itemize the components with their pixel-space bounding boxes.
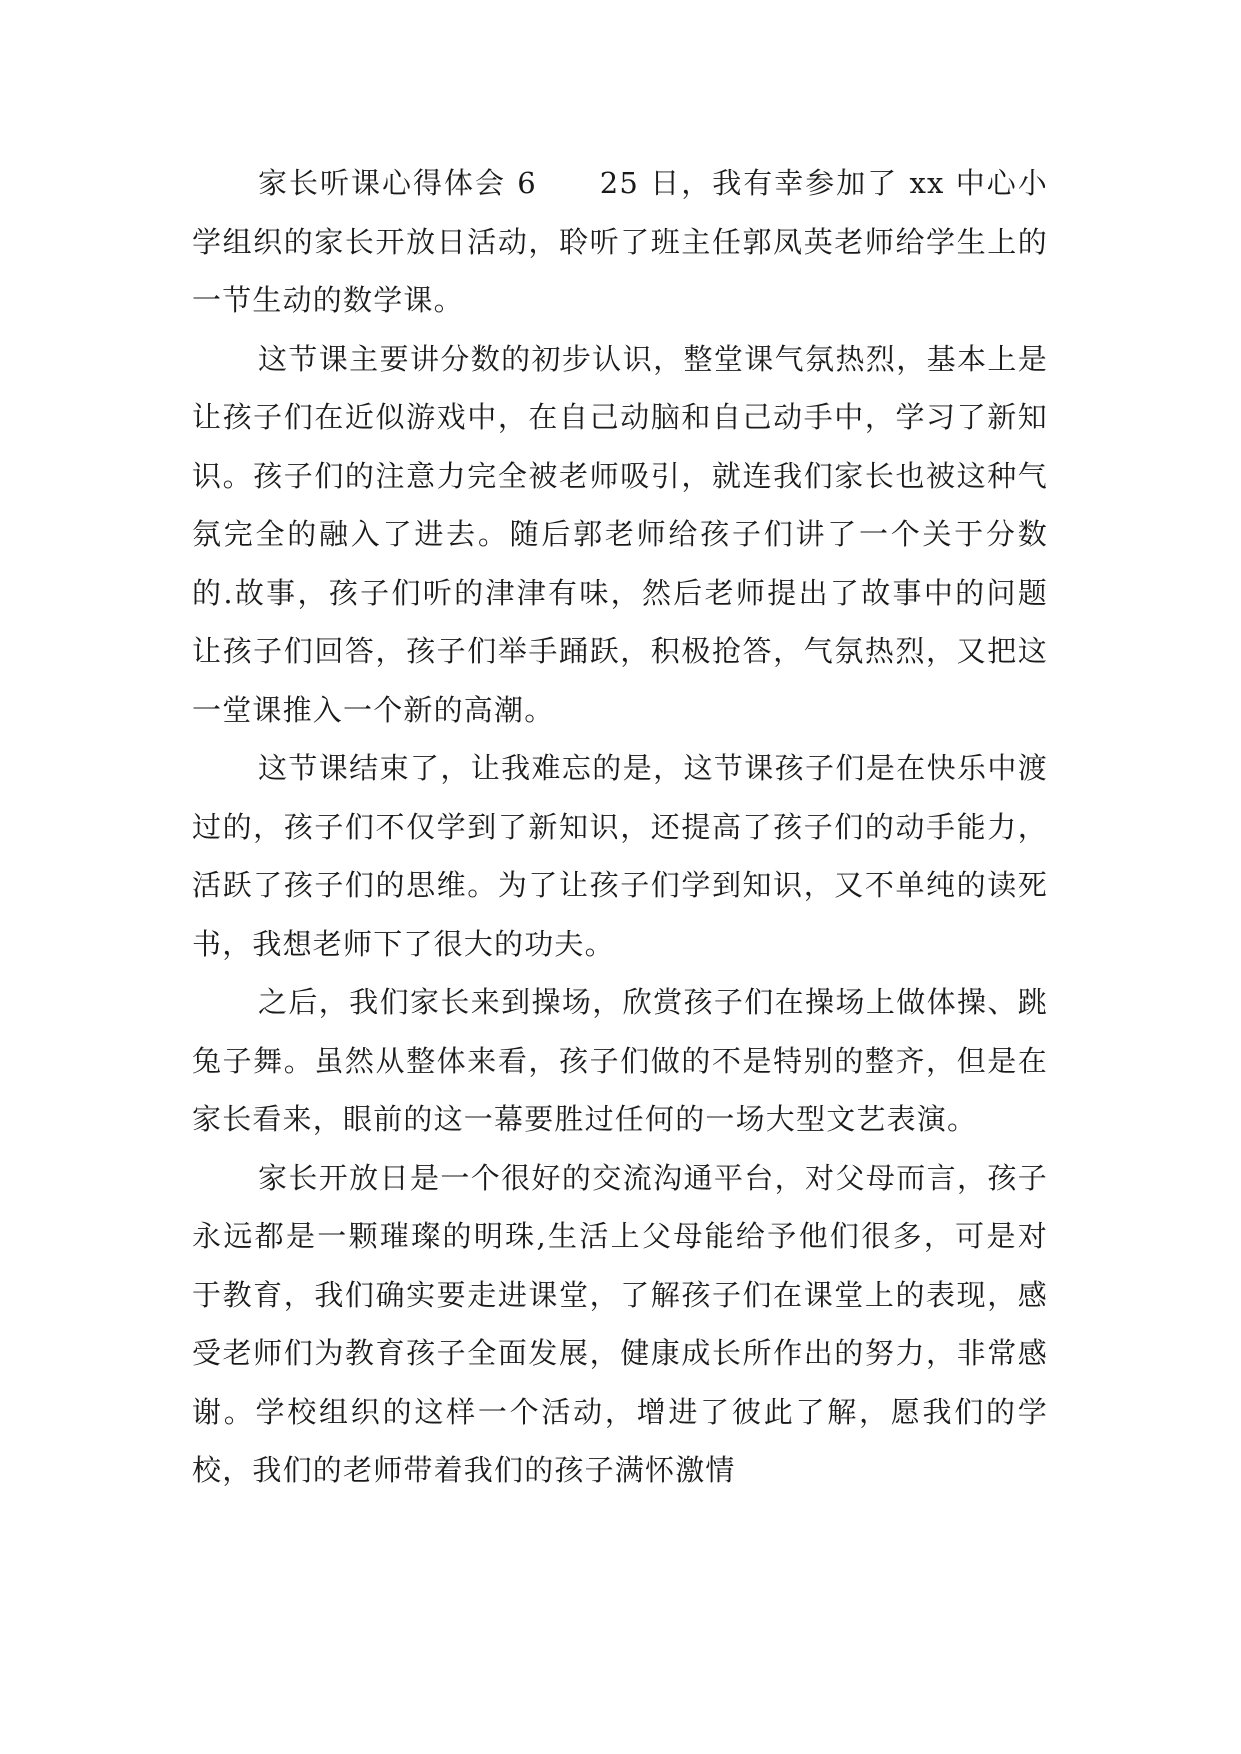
document-body xyxy=(192,154,1048,1500)
paragraph-5: 家长开放日是一个很好的交流沟通平台，对父母而言，孩子永远都是一颗璀璨的明珠,生活上父母能给予他们很多，可是对于教育，我们确实要走进课堂，了解孩子们在课堂上的表现，感受老师们为教育孩子全面发展，健康成长所作出的努力，非常感谢。学校组织的这样一个活动，增进了彼此了解，愿我们的学校，我们的老师带着我们的孩子满怀激情 xyxy=(192,1160,1048,1487)
paragraph-2: 这节课主要讲分数的初步认识，整堂课气氛热烈，基本上是让孩子们在近似游戏中，在自己动脑和自己动手中，学习了新知识。孩子们的注意力完全被老师吸引，就连我们家长也被这种气氛完全的融入了进去。随后郭老师给孩子们讲了一个关于分数的.故事，孩子们听的津津有味，然后老师提出了故事中的问题让孩子们回答，孩子们举手踊跃，积极抢答，气氛热烈，又把这一堂课推入一个新的高潮。 xyxy=(192,341,1048,727)
paragraph-1: 家长听课心得体会 6 25 日，我有幸参加了 xx 中心小学组织的家长开放日活动，聆听了班主任郭凤英老师给学生上的一节生动的数学课。 xyxy=(192,166,1048,317)
paragraph-3: 这节课结束了，让我难忘的是，这节课孩子们是在快乐中渡过的，孩子们不仅学到了新知识，还提高了孩子们的动手能力，活跃了孩子们的思维。为了让孩子们学到知识，又不单纯的读死书，我想老师下了很大的功夫。 xyxy=(192,751,1048,961)
paragraph-4: 之后，我们家长来到操场，欣赏孩子们在操场上做体操、跳兔子舞。虽然从整体来看，孩子们做的不是特别的整齐，但是在家长看来，眼前的这一幕要胜过任何的一场大型文艺表演。 xyxy=(192,985,1048,1136)
